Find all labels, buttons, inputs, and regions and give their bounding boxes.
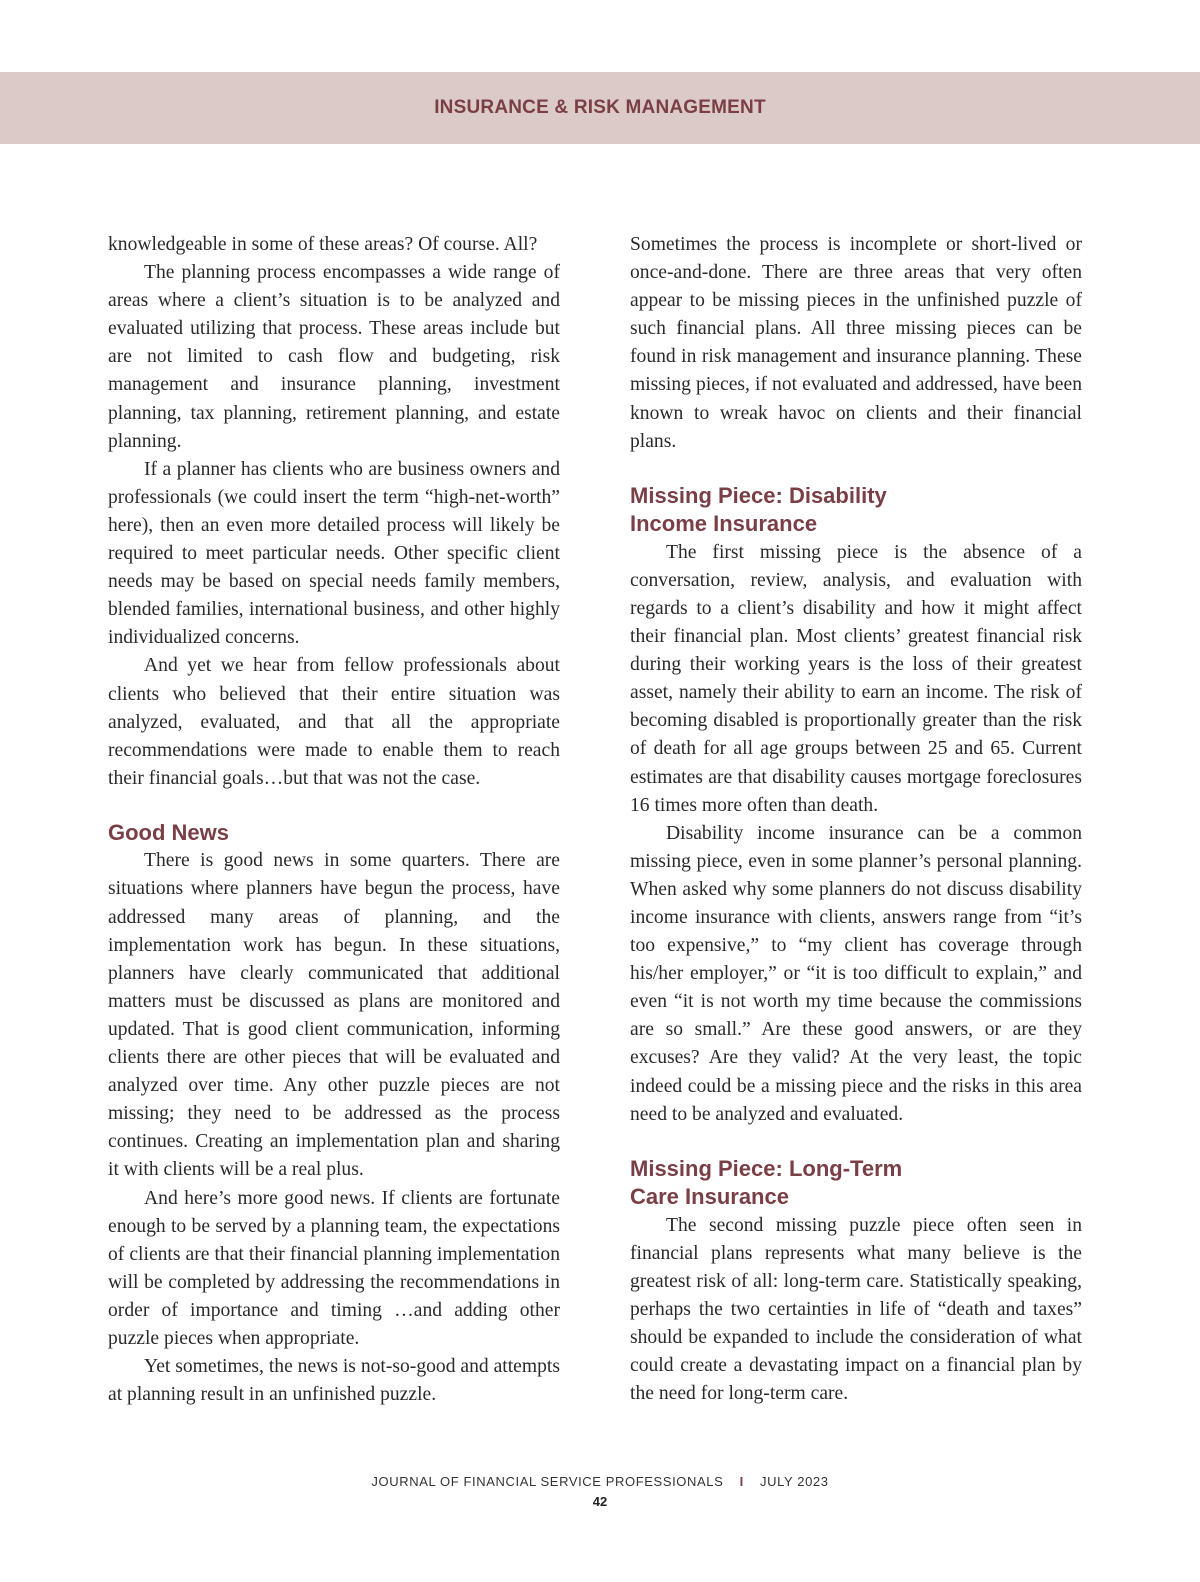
paragraph: And yet we hear from fellow professionals about clients who believed that their entire situation was analyzed, evaluated, and that all the appropriate recommendations were made to enable them to reach their financial goals…but that was not the case. (108, 655, 560, 789)
paragraph: If a planner has clients who are business owners and professionals (we could insert the term “high-net-worth” here), then an even more detailed process will likely be required to meet particular needs. Other specific client needs may be based on special needs family members, blended families, international business, and other highly individualized concerns. (108, 458, 560, 649)
page-footer (0, 1474, 1200, 1509)
article-column-left (108, 231, 560, 1409)
heading-disability-insurance (630, 482, 1082, 539)
footer-separator: I (739, 1474, 744, 1489)
section-banner (0, 72, 1200, 144)
paragraph: Disability income insurance can be a common missing piece, even in some planner’s personal planning. When asked why some planners do not discuss disability income insurance with clients, answers range from “it’s too expensive,” to “my client has coverage through his/her employer,” or “it is too difficult to explain,” and even “it is not worth my time because the commissions are so small.” Are these good answers, or are they excuses? Are they valid? At the very least, the topic indeed could be a missing piece and the risks in this area need to be analyzed and evaluated. (630, 822, 1082, 1125)
heading-line: Missing Piece: Long-Term (630, 1155, 903, 1181)
heading-line: Missing Piece: Disability (630, 482, 887, 508)
paragraph: The first missing piece is the absence of a conversation, review, analysis, and evaluation with regards to a client’s disability and how it might affect their financial plan. Most clients’ greatest financial risk during their working years is the loss of their greatest asset, namely their ability to earn an income. The risk of becoming disabled is proportionally greater than the risk of death for all age groups between 25 and 65. Current estimates are that disability causes mortgage foreclosures 16 times more often than death. (630, 541, 1082, 816)
paragraph: The second missing puzzle piece often seen in financial plans represents what many believe is the greatest risk of all: long-term care. Statistically speaking, perhaps the two certainties in life of “death and taxes” should be expanded to include the consideration of what could create a devastating impact on a financial plan by the need for long-term care. (630, 1214, 1082, 1405)
paragraph: The planning process encompasses a wide range of areas where a client’s situation is to be analyzed and evaluated utilizing that process. These areas include but are not limited to cash flow and budgeting, risk management and insurance planning, investment planning, tax planning, retirement planning, and estate planning. (108, 262, 560, 452)
article-column-right (630, 231, 1082, 1408)
paragraph: Sometimes the process is incomplete or short-lived or once-and-done. There are three areas that very often appear to be missing pieces in the unfinished puzzle of such financial plans. All three missing pieces can be found in risk management and insurance planning. These missing pieces, if not evaluated and addressed, have been known to wreak havoc on clients and their financial plans. (630, 234, 1082, 452)
heading-line: Care Insurance (630, 1184, 789, 1210)
page-number: 42 (592, 1494, 608, 1509)
heading-long-term-care-insurance (630, 1155, 1082, 1212)
paragraph: Yet sometimes, the news is not-so-good and attempts at planning result in an unfinished puzzle. (108, 1356, 560, 1406)
heading-line: Income Insurance (630, 511, 818, 537)
section-title: INSURANCE & RISK MANAGEMENT (434, 97, 766, 118)
footer-citation (0, 1474, 1200, 1489)
heading-good-news: Good News (108, 819, 230, 845)
journal-name: JOURNAL OF FINANCIAL SERVICE PROFESSIONALS (371, 1474, 724, 1489)
paragraph: There is good news in some quarters. There are situations where planners have begun the process, have addressed many areas of planning, and the implementation work has begun. In these situations, planners have clearly communicated that additional matters must be discussed as plans are monitored and updated. That is good client communication, informing clients there are other pieces that will be evaluated and analyzed over time. Any other puzzle pieces are not missing; they need to be addressed as the process continues. Creating an implementation plan and sharing it with clients will be a real plus. (108, 850, 560, 1181)
paragraph: And here’s more good news. If clients are fortunate enough to be served by a planning team, the expectations of clients are that their financial planning implementation will be completed by addressing the recommendations in order of importance and timing …and adding other puzzle pieces when appropriate. (108, 1187, 560, 1349)
issue-date: JULY 2023 (760, 1474, 829, 1489)
paragraph: knowledgeable in some of these areas? Of course. All? (108, 234, 538, 255)
